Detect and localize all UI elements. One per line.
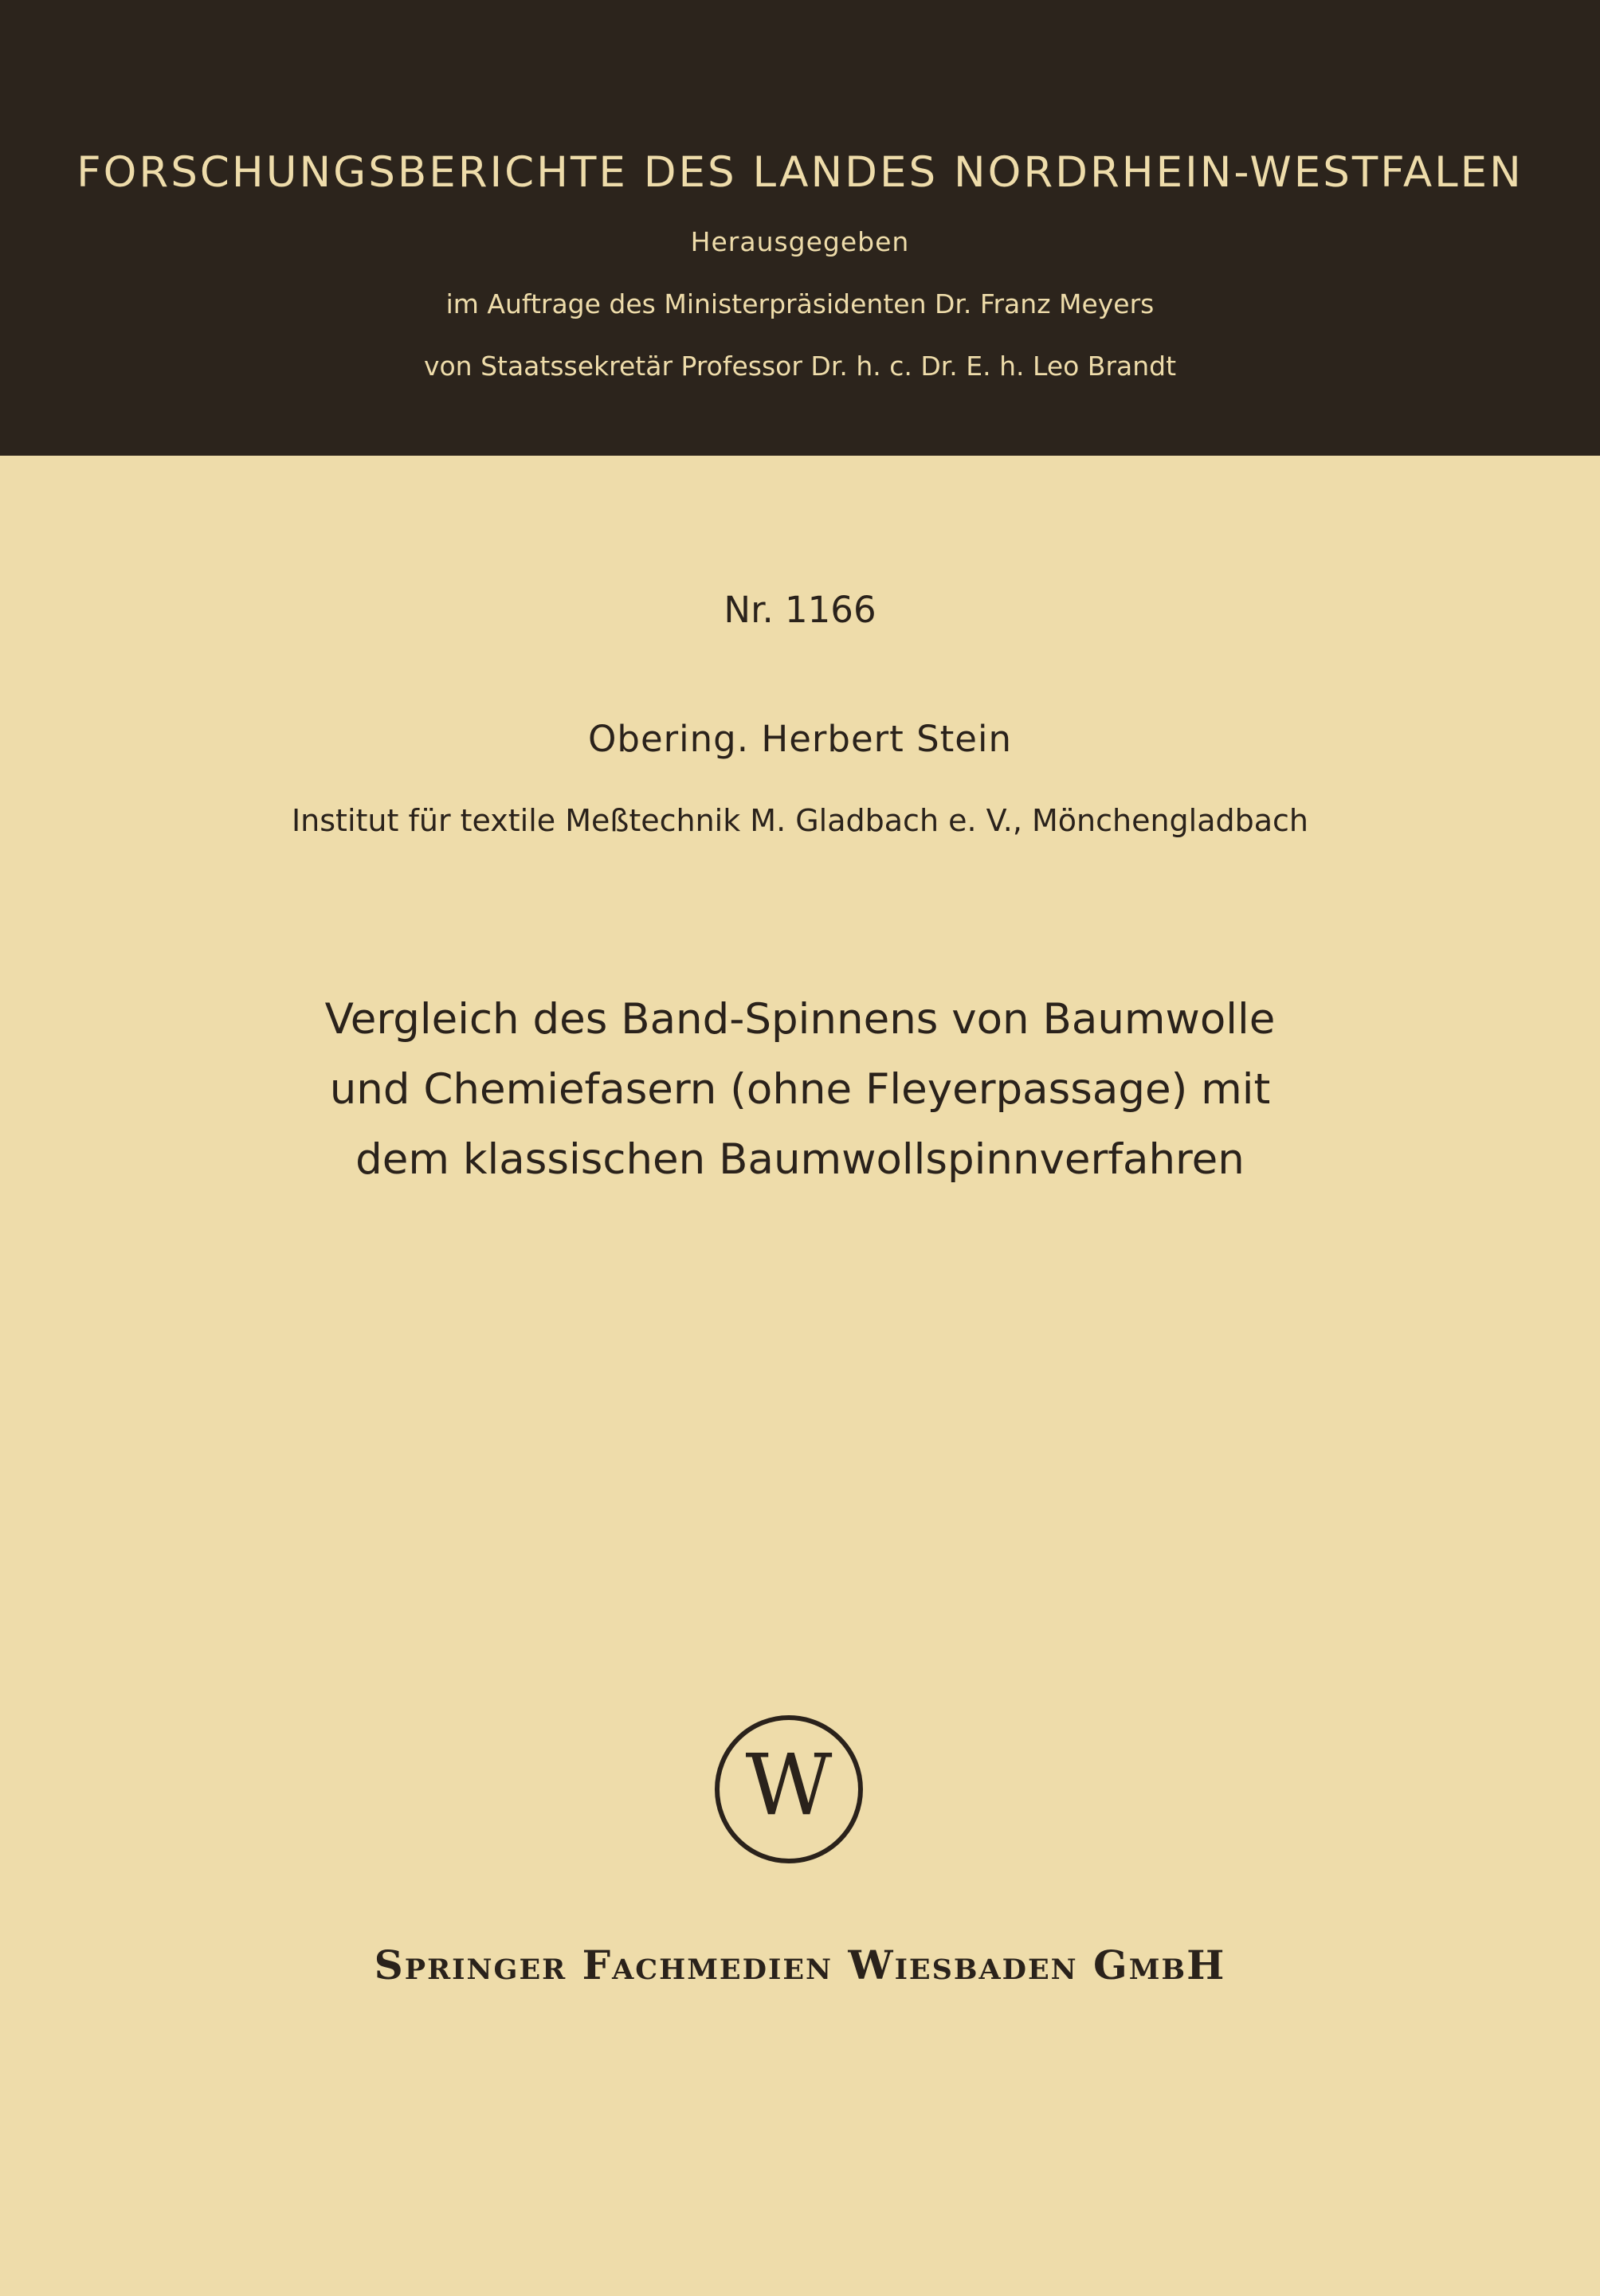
editor-line-2: im Auftrage des Ministerpräsidenten Dr. Franz Meyers [445,288,1155,319]
book-title [0,985,1600,1195]
logo-letter: W [745,1736,833,1834]
publisher-name: Springer Fachmedien Wiesbaden GmbH [374,1941,1226,1988]
publisher-logo-icon [712,1713,865,1866]
editor-line-3: von Staatssekretär Professor Dr. h. c. Dr. E. h. Leo Brandt [423,351,1177,382]
title-line-1: Vergleich des Band-Spinnens von Baumwolle [324,995,1276,1044]
series-title: FORSCHUNGSBERICHTE DES LANDES NORDRHEIN-WESTFALEN [76,148,1524,197]
institute-name: Institut für textile Meßtechnik M. Gladbach e. V., Mönchengladbach [291,803,1309,838]
author-name: Obering. Herbert Stein [587,718,1012,760]
editor-line-1: Herausgegeben [690,226,910,257]
title-line-3: dem klassischen Baumwollspinnverfahren [355,1135,1245,1184]
header-band [0,0,1600,456]
title-line-2: und Chemiefasern (ohne Fleyerpassage) mit [329,1065,1271,1114]
report-number: Nr. 1166 [724,589,876,631]
